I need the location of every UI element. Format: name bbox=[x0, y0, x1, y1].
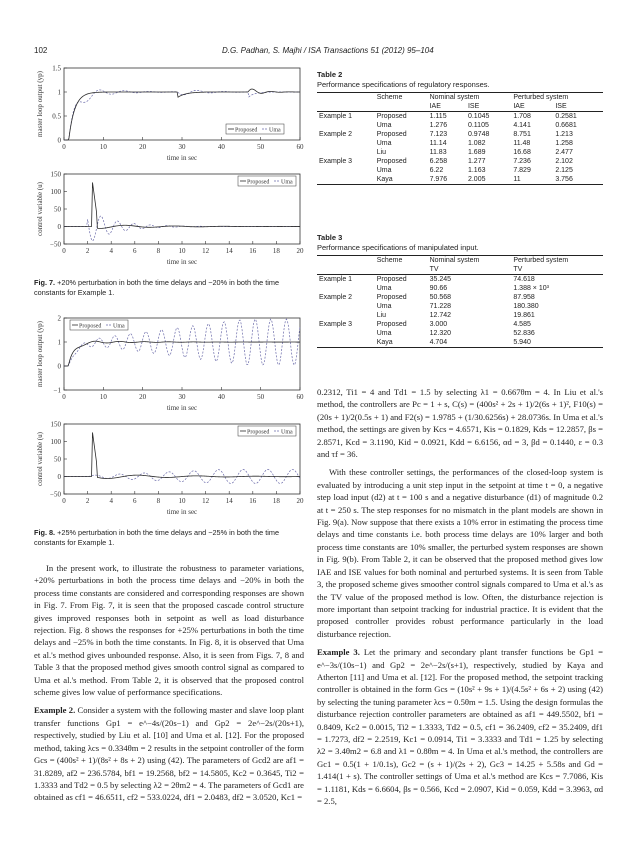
table2-cell: 7.236 bbox=[513, 158, 531, 165]
table2-title: Performance specifications of regulatory responses. bbox=[317, 80, 490, 89]
x-tick-label: 0 bbox=[62, 393, 66, 401]
table3-cell bbox=[317, 284, 375, 293]
legend-label-proposed: Proposed bbox=[235, 127, 258, 134]
x-tick-label: 0 bbox=[62, 143, 66, 151]
table2-cell: Uma bbox=[376, 140, 392, 147]
table2-cell: Example 2 bbox=[319, 131, 353, 138]
x-tick-label: 16 bbox=[249, 497, 257, 505]
legend-label-uma: Uma bbox=[281, 429, 293, 436]
table3-row bbox=[317, 311, 603, 320]
example-2-text: Consider a system with the following master and slave loop plant transfer functions Gp1 = e^−4s/(20s−1) and Gp2 = 2e^−2s/(20s+1), respectively, studied by Liu et al. [10] and Uma et al. [12]. For the proposed method, taking λcs = 0.334θm = 2 results in the setpoint controller of the form Gcs = (400s² + 1)/(8s² + 8s + 2) using (42). The parameters of Gcd2 are af1 = 31.8289, af2 = 236.5784, bf1 = 19.2568, bf2 = 14.5805, Kc2 = 0.3645, Ti2 = 1.3333 and Td2 = 0.5 by selecting λ2 = 2θm2 = 4. The parameters of Gcd1 are obtained as cf1 = 46.6511, cf2 = 533.0224, df1 = 2.0483, df2 = 3.0520, Kc1 = bbox=[34, 705, 304, 803]
x-tick-label: 0 bbox=[62, 247, 66, 255]
table2-cell: 11.48 bbox=[513, 140, 531, 147]
table2-sub: ISE bbox=[555, 103, 567, 110]
y-tick-label: 0 bbox=[57, 473, 61, 481]
fig8-plot-a bbox=[34, 312, 304, 412]
table2-row bbox=[317, 121, 603, 130]
fig8-caption-label: Fig. 8. bbox=[34, 528, 56, 537]
x-axis-label: time in sec bbox=[166, 258, 198, 266]
fig7-caption bbox=[34, 278, 304, 298]
fig7-caption-text: +20% perturbation in both the time delays and −20% in both the time constants for Example 1. bbox=[34, 278, 280, 297]
table2-label: Table 2 bbox=[317, 70, 343, 79]
table2-cell bbox=[317, 121, 375, 130]
y-tick-label: 0 bbox=[57, 136, 61, 145]
x-tick-label: 8 bbox=[156, 497, 161, 505]
left-para-1: In the present work, to illustrate the robustness to parameter variations, +20% perturbations in both the process time delays and −20% in both the process time constants are considered and corresponding responses are shown in Fig. 7. From Fig. 7, it is seen that the proposed cascade control structure gives improved responses both in setpoint as well as load disturbance rejection. Fig. 8 shows the responses for +25% perturbations in both the time delays and −25% in both the time constants. In Fig. 8, it is observed that Uma et al.'s method gives unbounded response. Also, it is seen from Figs. 7, 8 and Table 3 that the proposed method gives smooth control signal as compared to Uma et al.'s method. From Table 2, it is observed that the proposed control scheme gives low value of performance specifications. bbox=[34, 563, 304, 698]
fig7-plot-a bbox=[34, 62, 304, 162]
table2-sub: ISE bbox=[467, 103, 480, 110]
x-tick-label: 16 bbox=[249, 247, 257, 255]
y-tick-label: 1.5 bbox=[52, 64, 61, 73]
legend-label-proposed: Proposed bbox=[79, 323, 102, 330]
example-3-paragraph bbox=[317, 646, 603, 807]
x-tick-label: 20 bbox=[296, 247, 304, 255]
table3-cell bbox=[317, 329, 375, 338]
journal-header: D.G. Padhan, S. Majhi / ISA Transactions 51 (2012) 95–104 bbox=[222, 46, 434, 55]
table2-cell: Uma bbox=[376, 122, 392, 129]
table3-cell: 87.958 bbox=[513, 294, 535, 301]
table2-cell: Proposed bbox=[376, 131, 407, 138]
x-tick-label: 18 bbox=[272, 247, 280, 255]
x-tick-label: 14 bbox=[225, 247, 233, 255]
table2-cell: 0.2581 bbox=[555, 113, 577, 120]
table2-cell: 1.163 bbox=[467, 167, 486, 174]
table3-cell: 4.704 bbox=[429, 339, 448, 346]
x-tick-label: 4 bbox=[109, 247, 113, 255]
table2-row bbox=[317, 130, 603, 139]
table3-cell bbox=[317, 302, 375, 311]
y-tick-label: 1 bbox=[57, 338, 61, 347]
table3-cell: 90.66 bbox=[429, 285, 448, 292]
y-tick-label: −1 bbox=[53, 386, 61, 395]
table2-cell: 1.082 bbox=[467, 140, 486, 147]
y-tick-label: 0 bbox=[57, 362, 61, 371]
table3-row bbox=[317, 329, 603, 338]
example-3-heading: Example 3. bbox=[317, 647, 360, 658]
x-tick-label: 10 bbox=[178, 247, 186, 255]
fig8-caption bbox=[34, 528, 304, 548]
table3-cell bbox=[317, 338, 375, 348]
table3-cell: 19.861 bbox=[513, 312, 535, 319]
table2-cell: Proposed bbox=[376, 113, 407, 120]
table3-cell: Example 2 bbox=[319, 294, 353, 301]
table3-row bbox=[317, 320, 603, 329]
table3-cell: Proposed bbox=[376, 294, 407, 301]
table2-cell: 16.68 bbox=[513, 149, 531, 156]
table3-cell: 71.228 bbox=[429, 303, 452, 310]
table2-cell: Example 3 bbox=[319, 158, 353, 165]
series-proposed bbox=[64, 182, 300, 228]
table2-cell bbox=[317, 148, 375, 157]
right-para-2: With these controller settings, the performances of the closed-loop system is evaluated by introducing a unit step input in the setpoint at time t = 0, a negative step load input (d2) at t = 100 s and a negative disturbance (d1) of magnitude 0.2 at t = 250 s. The step responses for no mismatch in the plant models are shown in Fig. 9(a). Now suppose that there exists a 10% error in estimating the process time delays and time constants i.e. both process time delays are 10% larger and both process time constants are 10% smaller, the perturbed system responses are shown in Fig. 9(b). From Table 2, it can be observed that the proposed method gives low IAE and ISE values for both nominal and perturbed systems. It is seen from Table 3, the proposed scheme gives smoother control signals compared to Uma et al.'s as the TV value of the proposed method is low. Often, the disturbance rejection is more important than setpoint tracking for industrial practice. It is evident that the proposed controller provides robust performance particularly in the load disturbance rejection. bbox=[317, 467, 603, 639]
table2-cell: 0.6681 bbox=[555, 122, 577, 129]
table2-cell: Uma bbox=[376, 167, 392, 174]
table3-cell: Proposed bbox=[376, 276, 407, 283]
table3 bbox=[317, 255, 603, 348]
table3-label: Table 3 bbox=[317, 233, 343, 242]
y-axis-label: master loop output (yp) bbox=[36, 321, 44, 387]
x-tick-label: 12 bbox=[202, 247, 210, 255]
x-axis-label: time in sec bbox=[166, 404, 198, 412]
table2-cell: 3.756 bbox=[555, 176, 573, 183]
table2-row bbox=[317, 157, 603, 166]
table3-cell: 35.245 bbox=[429, 276, 452, 283]
left-body bbox=[34, 562, 304, 804]
table2-cell: 7.829 bbox=[513, 167, 531, 174]
x-tick-label: 60 bbox=[296, 143, 304, 151]
table2-cell: 7.976 bbox=[429, 176, 448, 183]
table2-cell: 2.477 bbox=[555, 149, 573, 156]
x-tick-label: 2 bbox=[85, 247, 90, 255]
x-tick-label: 10 bbox=[99, 393, 107, 401]
x-axis-label: time in sec bbox=[166, 508, 198, 516]
table2-cell: Kaya bbox=[376, 176, 393, 183]
table2-row bbox=[317, 175, 603, 185]
y-tick-label: 100 bbox=[50, 438, 61, 446]
table2-row bbox=[317, 112, 603, 122]
table2-cell: 0.1045 bbox=[467, 113, 490, 120]
y-tick-label: 1 bbox=[57, 88, 61, 97]
x-tick-label: 14 bbox=[225, 497, 233, 505]
x-tick-label: 8 bbox=[156, 247, 161, 255]
table3-cell: Example 1 bbox=[319, 276, 353, 283]
table2-cell: 11.83 bbox=[429, 149, 447, 156]
table3-row bbox=[317, 275, 603, 285]
table2-cell: Liu bbox=[376, 149, 387, 156]
table2-title-block bbox=[317, 70, 603, 90]
table3-cell: Liu bbox=[376, 312, 387, 319]
table2-row bbox=[317, 139, 603, 148]
right-body bbox=[317, 386, 603, 807]
table3-cell: Uma bbox=[376, 285, 392, 292]
y-tick-label: 0.5 bbox=[52, 112, 61, 121]
table2-sub: IAE bbox=[429, 103, 441, 110]
table3-title: Performance specifications of manipulated input. bbox=[317, 243, 479, 252]
table3-header-perturbed: Perturbed system bbox=[513, 257, 569, 264]
table2-cell: 1.115 bbox=[429, 113, 447, 120]
y-axis-label: control variable (u) bbox=[36, 431, 44, 487]
table2-row bbox=[317, 148, 603, 157]
table3-cell: 180.380 bbox=[513, 303, 539, 310]
x-tick-label: 40 bbox=[217, 393, 225, 401]
x-tick-label: 20 bbox=[139, 393, 147, 401]
table3-cell: 12.742 bbox=[429, 312, 452, 319]
x-tick-label: 50 bbox=[257, 393, 265, 401]
y-axis-label: master loop output (yp) bbox=[36, 71, 44, 137]
x-tick-label: 50 bbox=[257, 143, 265, 151]
table2-cell: 11 bbox=[513, 176, 521, 183]
table2-cell: 2.005 bbox=[467, 176, 486, 183]
x-tick-label: 30 bbox=[178, 393, 186, 401]
table3-row bbox=[317, 284, 603, 293]
table2-cell: 2.102 bbox=[555, 158, 573, 165]
table2-cell: Proposed bbox=[376, 158, 407, 165]
table3-cell: Proposed bbox=[376, 321, 407, 328]
table3-cell: Kaya bbox=[376, 339, 393, 346]
table2-cell: 7.123 bbox=[429, 131, 448, 138]
x-tick-label: 60 bbox=[296, 393, 304, 401]
page-number: 102 bbox=[34, 46, 48, 55]
x-tick-label: 40 bbox=[217, 143, 225, 151]
x-tick-label: 20 bbox=[296, 497, 304, 505]
x-tick-label: 6 bbox=[133, 247, 137, 255]
table3-header-nominal: Nominal system bbox=[429, 257, 480, 264]
table2-cell bbox=[317, 139, 375, 148]
y-tick-label: 50 bbox=[54, 455, 61, 464]
example-2-paragraph bbox=[34, 704, 304, 803]
table3-cell: 4.585 bbox=[513, 321, 531, 328]
fig7-caption-label: Fig. 7. bbox=[34, 278, 56, 287]
table2-cell: 0.9748 bbox=[467, 131, 490, 138]
y-tick-label: 100 bbox=[50, 188, 61, 196]
example-3-text: Let the primary and secondary plant transfer functions be Gp1 = e^−3s/(10s−1) and Gp2 = 2e^−2s/(s+1), respectively, studied by Kaya and Atherton [11] and Uma et al. [12]. For the proposed method, the setpoint tracking controller is obtained in the form Gcs = (10s² + 9s + 1)/(4.5s² + 6s + 2) using (42) by selecting the tuning parameter λcs = 0.5θm = 1.5. Using the design formulas the disturbance rejection controller parameters are obtained as af1 = 449.5502, bf1 = 0.8409, Kc2 = 0.0015, Ti2 = 1.3333, Td2 = 0.5, cf1 = 36.2409, cf2 = 35.2409, df1 = 1.7273, df2 = 2.2519, Kc1 = 0.0914, Ti1 = 3.3333 and Td1 = 1.25 by selecting λ2 = 3.4θm2 = 6.8 and λ1 = 0.8θm = 4. In Uma et al.'s method, the controllers are Gc1 = 0.5(1 + 1/0.1s), Gc2 = (s + 1)/(2s + 2), Gc3 = 14.25 + 5.58s and Gd = 1.414(1 + s). The controller settings of Uma et al.'s method are Kcs = 7.7086, Kis = 1.1181, Kds = 6.6604, βs = 0.566, Kcd = 2.0907, Kid = 0.059, Kdd = 3.3963, αd = 2.5, bbox=[317, 647, 603, 806]
table3-cell: 74.618 bbox=[513, 276, 535, 283]
y-tick-label: −50 bbox=[50, 490, 61, 499]
x-tick-label: 20 bbox=[139, 143, 147, 151]
example-2-heading: Example 2. bbox=[34, 705, 76, 716]
table2-sub: IAE bbox=[513, 103, 525, 110]
table3-row bbox=[317, 302, 603, 311]
table3-cell: 5.940 bbox=[513, 339, 531, 346]
table2-cell: 1.708 bbox=[513, 113, 531, 120]
table3-header-scheme: Scheme bbox=[376, 257, 403, 264]
table2-cell: 1.689 bbox=[467, 149, 486, 156]
table3-cell: Uma bbox=[376, 303, 392, 310]
x-tick-label: 10 bbox=[178, 497, 186, 505]
legend-label-proposed: Proposed bbox=[247, 429, 270, 436]
table3-title-block bbox=[317, 233, 603, 253]
x-tick-label: 0 bbox=[62, 497, 66, 505]
table3-sub: TV bbox=[429, 266, 439, 273]
fig8-caption-text: +25% perturbation in both the time delays and −25% in both the time constants for Example 1. bbox=[34, 528, 280, 547]
table2-cell bbox=[317, 175, 375, 185]
x-tick-label: 18 bbox=[272, 497, 280, 505]
table2-cell: 1.213 bbox=[555, 131, 573, 138]
y-tick-label: 2 bbox=[57, 314, 61, 323]
legend-label-uma: Uma bbox=[281, 179, 293, 186]
table2-header-nominal: Nominal system bbox=[429, 94, 480, 101]
table3-cell: 12.320 bbox=[429, 330, 452, 337]
table2-cell: 8.751 bbox=[513, 131, 531, 138]
table3-cell bbox=[317, 311, 375, 320]
table3-cell: 50.568 bbox=[429, 294, 452, 301]
y-axis-label: control variable (u) bbox=[36, 181, 44, 237]
y-tick-label: −50 bbox=[50, 240, 61, 249]
table3-row bbox=[317, 338, 603, 348]
right-para-1: 0.2312, Ti1 = 4 and Td1 = 1.5 by selecting λ1 = 0.667θm = 4. In Liu et al.'s method, the controllers are Pc = 1 + s, C(s) = (400s² + 2s + 1)/2(6s + 1)², F10(s) = (20s + 1)/2(0.5s + 1) and F2(s) = 1.9785 + (1/30.6256s) + 28.0736s. In Uma et al.'s method, the settings are given by Kcs = 4.6571, Kis = 0.1829, Kds = 12.2857, βs = 2.8571, Kcd = 3.1190, Kid = 0.0921, Kdd = 6.6156, αd = 3, βd = 0.1440, ε = 0.3 and τf = 36. bbox=[317, 387, 603, 460]
table2-cell: 1.276 bbox=[429, 122, 448, 129]
table2-cell: 0.1105 bbox=[467, 122, 489, 129]
table2-cell bbox=[317, 166, 375, 175]
fig8-plot-b bbox=[34, 418, 304, 516]
table2-row bbox=[317, 166, 603, 175]
table2-cell: 11.14 bbox=[429, 140, 447, 147]
table3-cell: 52.836 bbox=[513, 330, 535, 337]
y-tick-label: 150 bbox=[50, 170, 61, 179]
table2-cell: 6.22 bbox=[429, 167, 444, 174]
legend-label-proposed: Proposed bbox=[247, 179, 270, 186]
table3-cell: Example 3 bbox=[319, 321, 353, 328]
table3-cell: 3.000 bbox=[429, 321, 448, 328]
x-tick-label: 4 bbox=[109, 497, 113, 505]
table3-row bbox=[317, 293, 603, 302]
x-tick-label: 2 bbox=[85, 497, 90, 505]
x-tick-label: 6 bbox=[133, 497, 137, 505]
y-tick-label: 50 bbox=[54, 205, 61, 214]
table2-cell: 1.258 bbox=[555, 140, 573, 147]
table2-cell: 2.125 bbox=[555, 167, 573, 174]
table2-header-perturbed: Perturbed system bbox=[513, 94, 569, 101]
fig7-plot-b bbox=[34, 168, 304, 266]
y-tick-label: 150 bbox=[50, 420, 61, 429]
x-tick-label: 10 bbox=[99, 143, 107, 151]
legend-label-uma: Uma bbox=[113, 323, 125, 330]
legend-label-uma: Uma bbox=[269, 127, 281, 134]
table2-header-scheme: Scheme bbox=[376, 94, 403, 101]
table3-sub: TV bbox=[513, 266, 523, 273]
table2-cell: 6.258 bbox=[429, 158, 448, 165]
table2-cell: 1.277 bbox=[467, 158, 486, 165]
x-tick-label: 12 bbox=[202, 497, 210, 505]
table2-cell: 4.141 bbox=[513, 122, 531, 129]
table3-cell: 1.388 × 10³ bbox=[513, 285, 549, 292]
table2 bbox=[317, 92, 603, 185]
table3-cell: Uma bbox=[376, 330, 392, 337]
table2-cell: Example 1 bbox=[319, 113, 353, 120]
series-proposed bbox=[64, 341, 300, 366]
y-tick-label: 0 bbox=[57, 223, 61, 231]
x-axis-label: time in sec bbox=[166, 154, 198, 162]
x-tick-label: 30 bbox=[178, 143, 186, 151]
